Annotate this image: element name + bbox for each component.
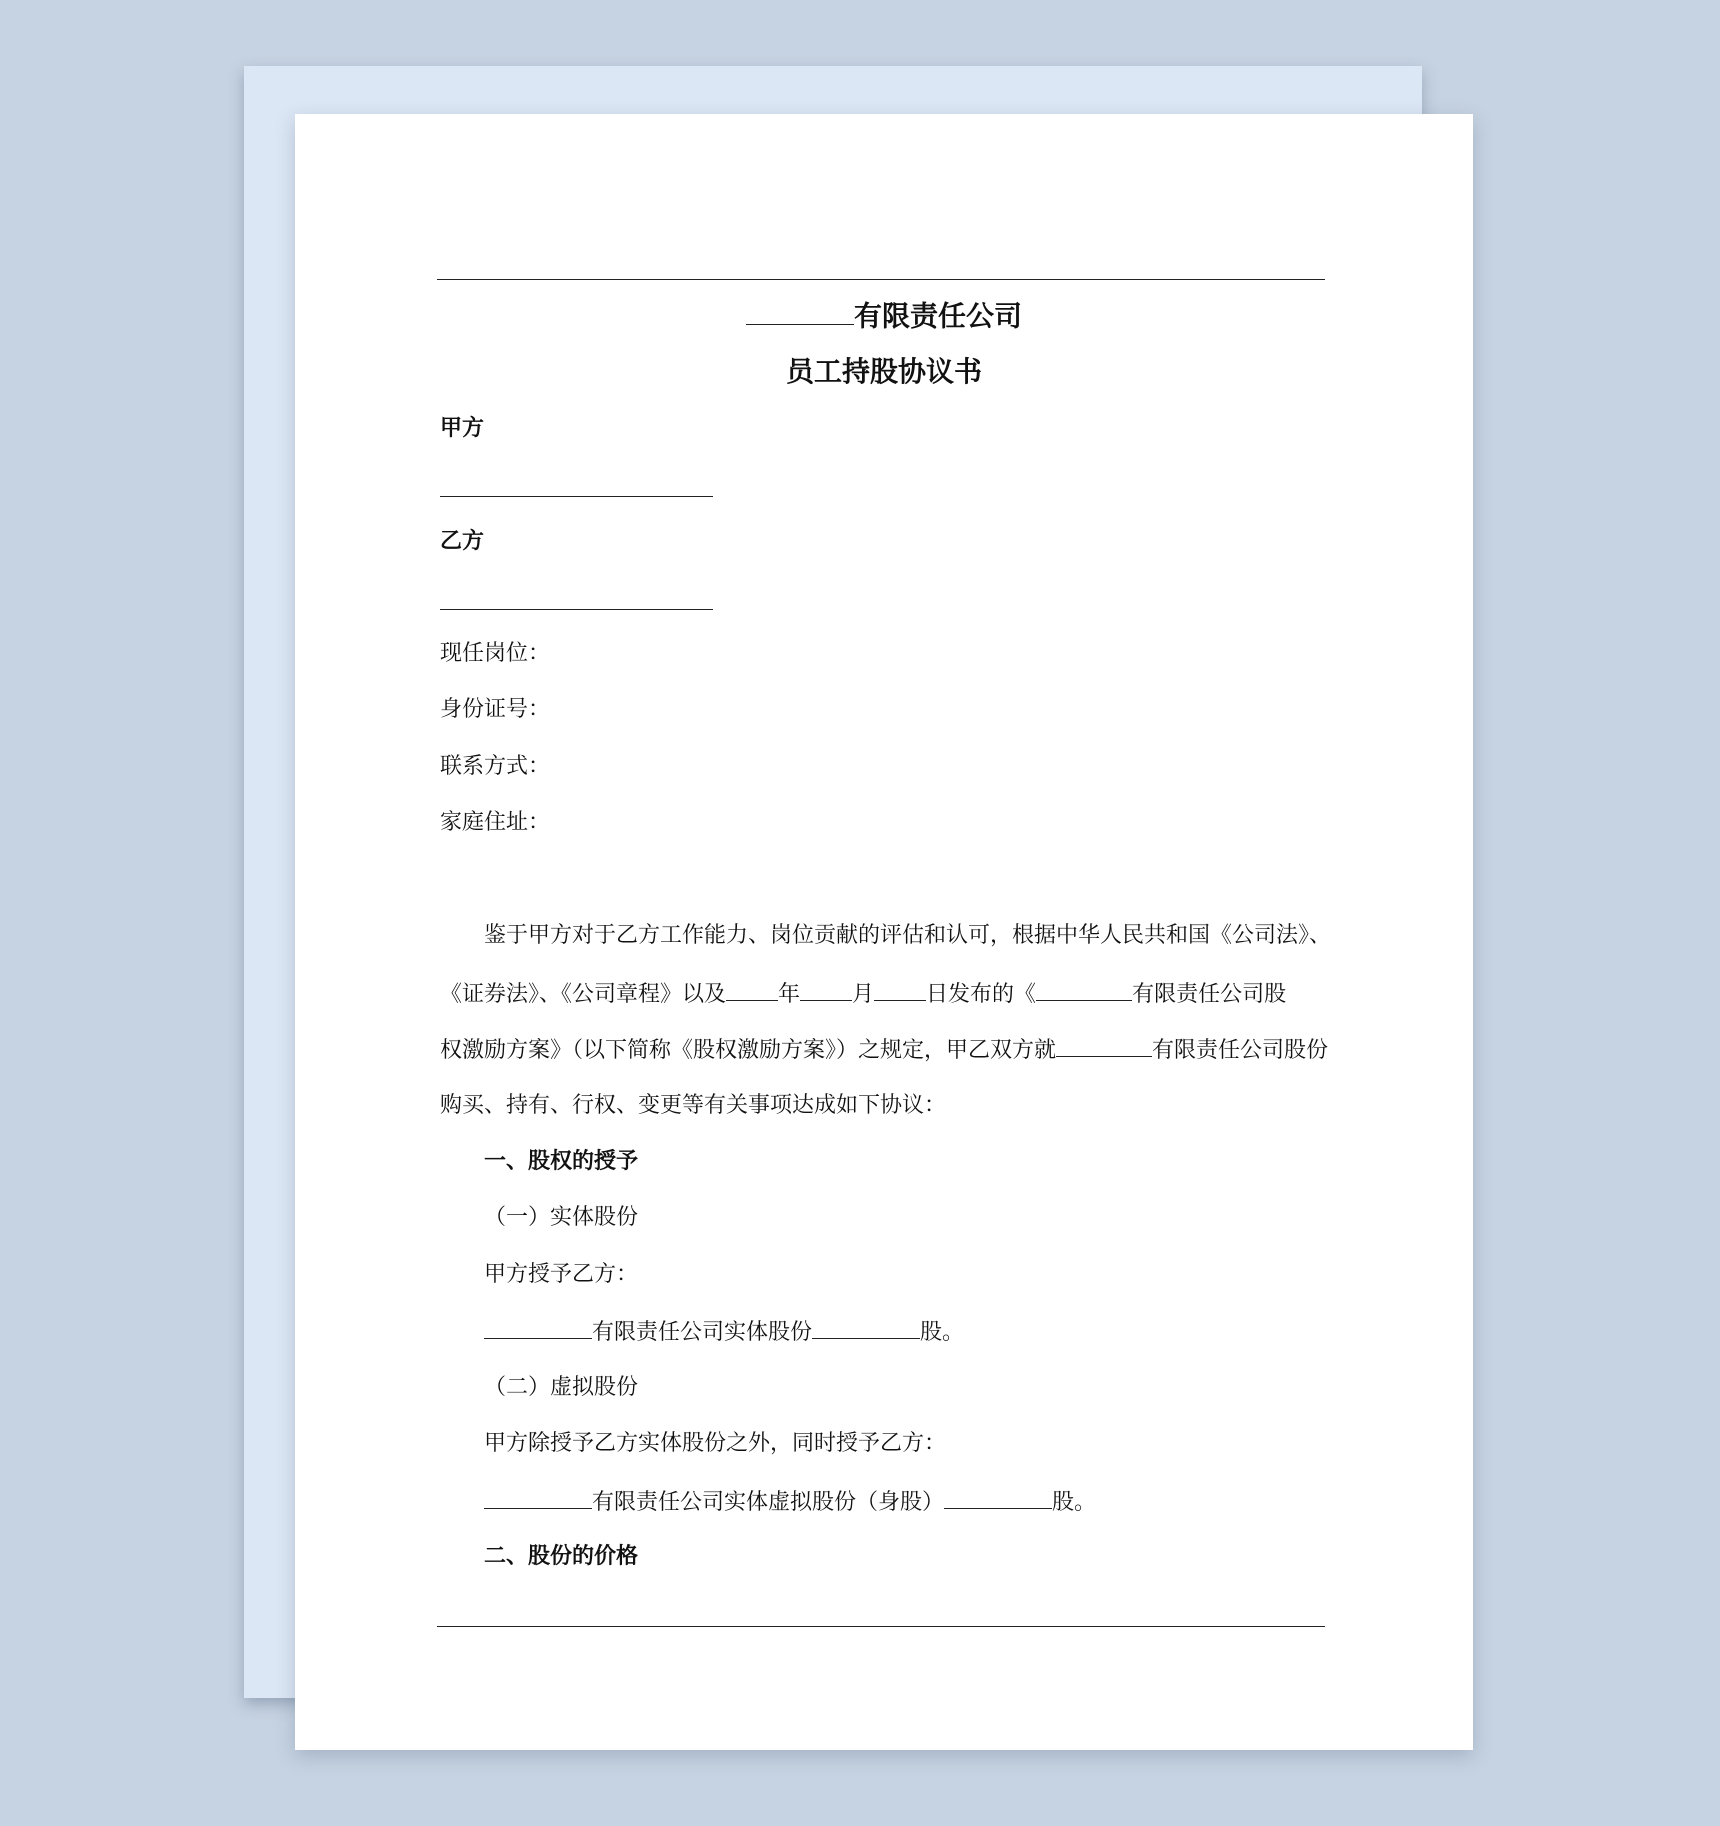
header-rule — [437, 279, 1325, 280]
virtual-shares-count-blank — [944, 1485, 1052, 1509]
virtual-shares-unit: 股。 — [1052, 1490, 1097, 1516]
field-address: 家庭住址： — [440, 810, 551, 835]
company-name-blank — [746, 295, 854, 325]
subsection-2-shares-line — [484, 1485, 1096, 1519]
title-company — [295, 295, 1473, 336]
entity-company-blank — [484, 1315, 592, 1339]
party-a-label: 甲方 — [440, 416, 485, 441]
section-1-heading: 一、股权的授予 — [484, 1149, 639, 1174]
day-label: 日发布的《 — [926, 982, 1037, 1008]
year-blank — [726, 977, 778, 1001]
field-position: 现任岗位： — [440, 641, 551, 666]
subsection-1-shares-line — [484, 1315, 964, 1349]
subsection-2-text: 甲方除授予乙方实体股份之外，同时授予乙方： — [484, 1431, 947, 1456]
section-2-heading: 二、股份的价格 — [484, 1544, 639, 1569]
preamble-plan-text: 权激励方案》（以下简称《股权激励方案》）之规定，甲乙双方就 — [440, 1038, 1057, 1064]
virtual-shares-text: 有限责任公司实体虚拟股份（身股） — [592, 1490, 945, 1516]
party-a-signature-line — [440, 496, 713, 497]
party-b-label: 乙方 — [440, 529, 485, 554]
preamble-laws: 《证券法》、《公司章程》以及 — [440, 982, 727, 1008]
day-blank — [874, 977, 926, 1001]
document-page — [295, 114, 1473, 1750]
subsection-1-text: 甲方授予乙方： — [484, 1262, 639, 1287]
party-b-signature-line — [440, 609, 713, 610]
preamble-line-1: 鉴于甲方对于乙方工作能力、岗位贡献的评估和认可，根据中华人民共和国《公司法》、 — [484, 923, 1332, 948]
entity-shares-text: 有限责任公司实体股份 — [592, 1320, 813, 1346]
month-blank — [800, 977, 852, 1001]
field-id-number: 身份证号： — [440, 697, 551, 722]
year-label: 年 — [778, 982, 801, 1008]
title-company-text: 有限责任公司 — [853, 299, 1022, 333]
virtual-company-blank — [484, 1485, 592, 1509]
entity-shares-unit: 股。 — [920, 1320, 965, 1346]
month-label: 月 — [852, 982, 875, 1008]
subsection-2-title: （二）虚拟股份 — [484, 1375, 639, 1400]
preamble-line-2 — [440, 977, 1286, 1011]
shares-company-blank — [1056, 1033, 1152, 1057]
title-agreement: 员工持股协议书 — [785, 355, 982, 388]
footer-rule — [437, 1626, 1325, 1627]
plan-company-blank — [1036, 977, 1132, 1001]
entity-shares-count-blank — [812, 1315, 920, 1339]
shares-company-text: 有限责任公司股份 — [1152, 1038, 1329, 1064]
preamble-line-3 — [440, 1033, 1328, 1067]
plan-company-text: 有限责任公司股 — [1132, 982, 1287, 1008]
field-contact: 联系方式： — [440, 754, 551, 779]
preamble-line-4: 购买、持有、行权、变更等有关事项达成如下协议： — [440, 1093, 947, 1118]
subsection-1-title: （一）实体股份 — [484, 1205, 639, 1230]
